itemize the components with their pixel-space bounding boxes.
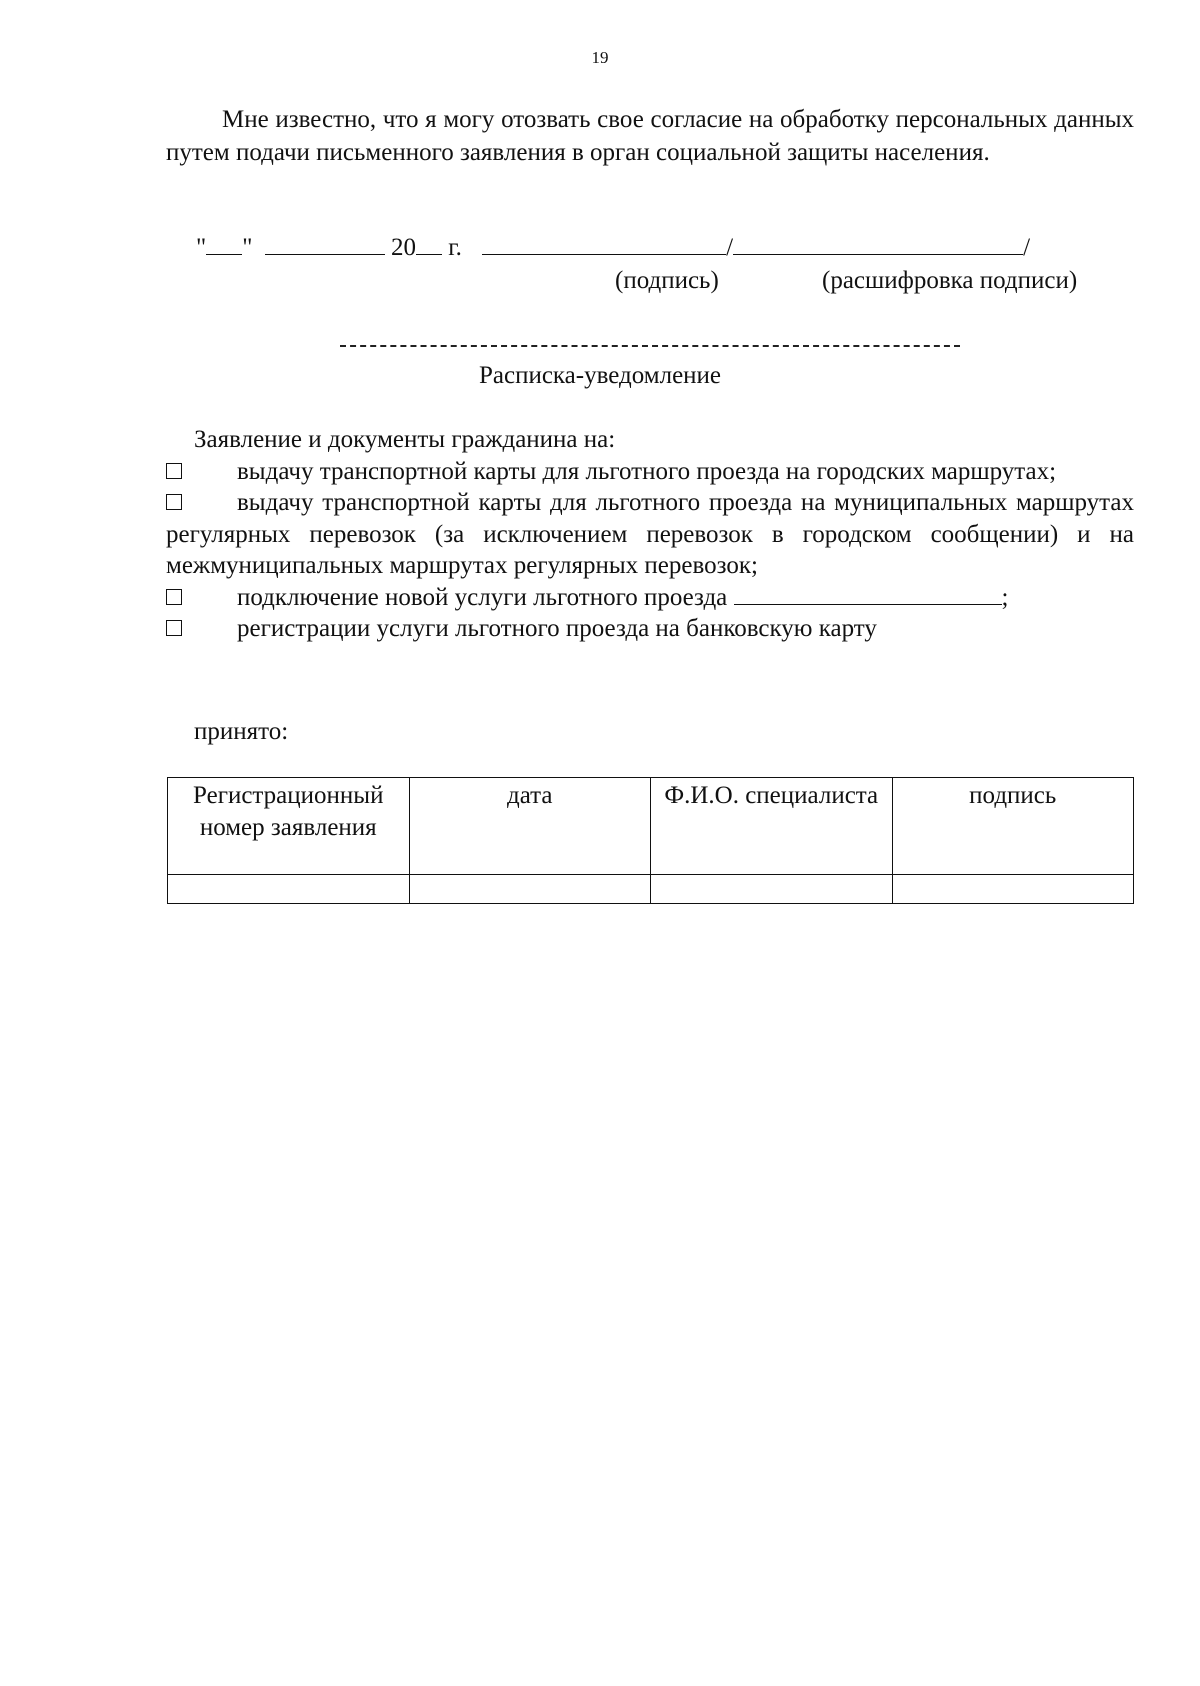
- consent-revocation-text: Мне известно, что я могу отозвать свое согласие на обработку персональных данных путем подачи письменного заявления в орган социальной защиты населения.: [166, 106, 1134, 166]
- signature-caption: (подпись): [615, 267, 719, 294]
- quote-close: ": [242, 234, 253, 261]
- cell-specialist-name[interactable]: [651, 875, 893, 904]
- option-label: выдачу транспортной карты для льготного проезда на городских маршрутах;: [237, 457, 1057, 485]
- option-suffix: ;: [1001, 583, 1009, 611]
- option-city-routes[interactable]: [166, 456, 1134, 488]
- checkbox-icon[interactable]: [166, 463, 182, 479]
- option-label: выдачу транспортной карты для льготного проезда на муниципальных маршрутах регулярных перевозок (за исключением перевозок в городском сообщении) и на межмуниципальных маршрутах регулярных перевозок;: [166, 489, 1134, 579]
- signature-decoding-caption: (расшифровка подписи): [822, 267, 1078, 294]
- cell-registration-number[interactable]: [168, 875, 410, 904]
- header-registration-number: Регистрационный номер заявления: [168, 778, 410, 875]
- year-prefix: 20: [390, 234, 416, 261]
- accepted-label: принято:: [194, 718, 289, 745]
- registration-table: [167, 777, 1134, 904]
- checkbox-icon[interactable]: [166, 589, 182, 605]
- receipt-intro: Заявление и документы гражданина на:: [194, 426, 616, 453]
- year-suffix: г.: [448, 234, 462, 261]
- service-name-blank[interactable]: [734, 582, 1002, 605]
- checkbox-icon[interactable]: [166, 620, 182, 636]
- option-municipal-routes[interactable]: [166, 487, 1134, 582]
- option-label: подключение новой услуги льготного проезда: [237, 583, 728, 611]
- option-bank-card[interactable]: [166, 613, 1134, 645]
- year-blank[interactable]: [416, 232, 442, 255]
- cell-signature[interactable]: [892, 875, 1134, 904]
- option-label: регистрации услуги льготного проезда на банковскую карту: [237, 615, 877, 642]
- signature-blank[interactable]: [482, 232, 726, 255]
- option-label-wrapper: [166, 582, 1134, 614]
- table-header-row: [168, 778, 1134, 875]
- date-signature-line: [196, 232, 1136, 266]
- header-signature: подпись: [892, 778, 1134, 875]
- cut-line-divider: [340, 345, 960, 347]
- header-date: дата: [409, 778, 651, 875]
- page-number: 19: [591, 48, 609, 67]
- month-blank[interactable]: [265, 232, 385, 255]
- option-new-service[interactable]: [166, 582, 1134, 614]
- table-row: [168, 875, 1134, 904]
- receipt-body: [166, 424, 1134, 645]
- cell-date[interactable]: [409, 875, 651, 904]
- slash-end: /: [1023, 234, 1031, 261]
- checkbox-icon[interactable]: [166, 494, 182, 510]
- header-specialist-name: Ф.И.О. специалиста: [651, 778, 893, 875]
- day-blank[interactable]: [206, 232, 242, 255]
- receipt-title: Расписка-уведомление: [478, 362, 722, 389]
- quote-open: ": [196, 234, 207, 261]
- slash-separator: /: [726, 234, 734, 261]
- signature-decoding-blank[interactable]: [733, 232, 1023, 255]
